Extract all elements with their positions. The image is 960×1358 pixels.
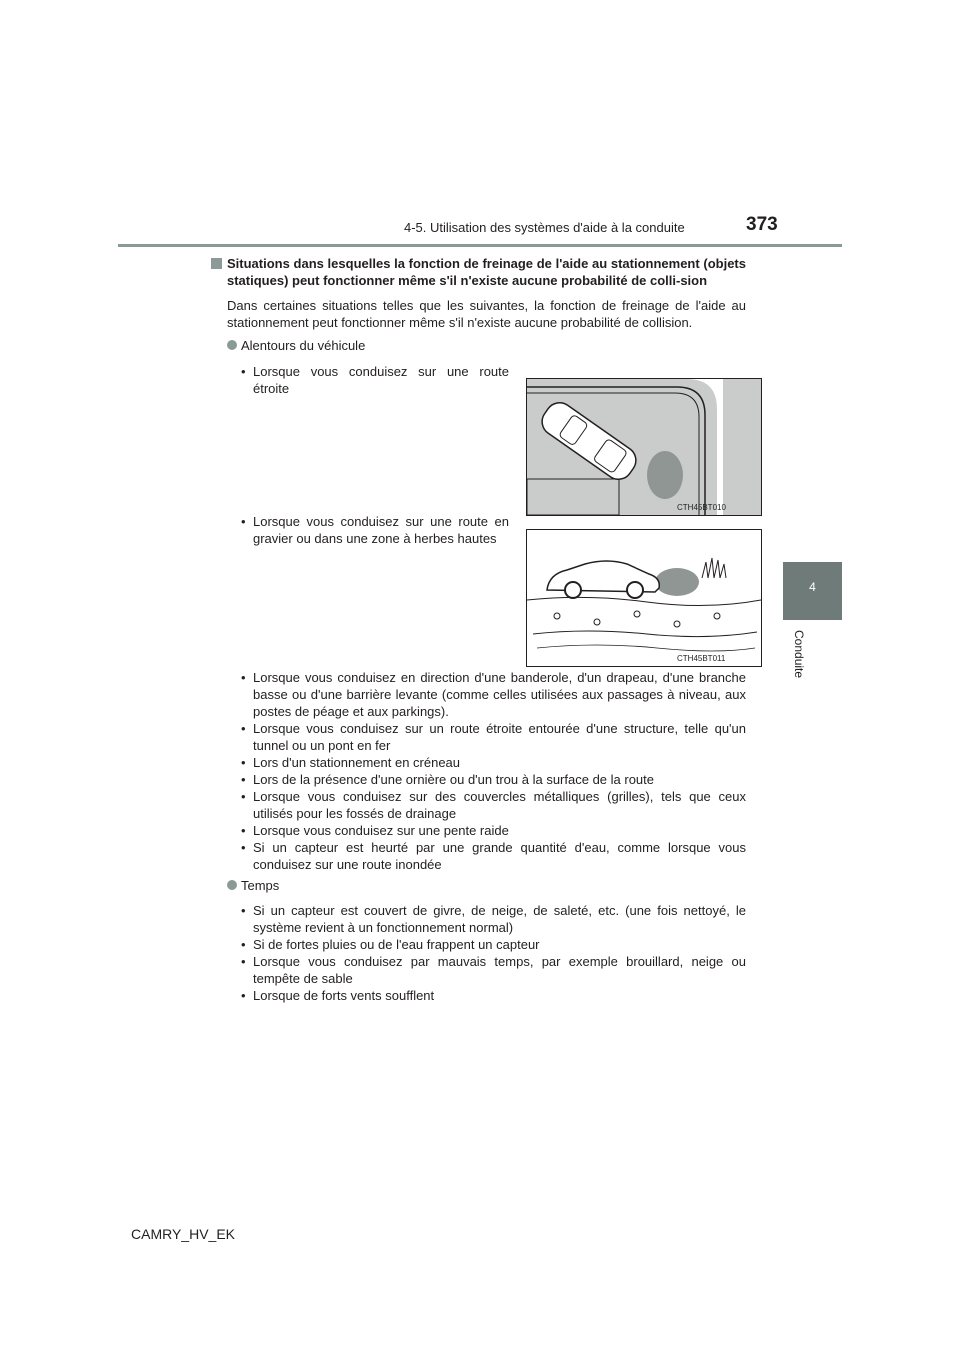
list-item: • Lorsque vous conduisez en direction d'une banderole, d'un drapeau, d'une branche basse ou d'une barrière levante (comme celles utilisées aux passages à niveau, aux postes de péage et aux parkings). [211,669,746,720]
gravel-road-illustration [527,530,761,666]
subheading-text: Temps [241,878,280,893]
list-item: • Lorsque vous conduisez sur un route étroite entourée d'une structure, telle qu'un tunnel ou un pont en fer [211,720,746,754]
list-item: • Lors de la présence d'une ornière ou d'un trou à la surface de la route [211,771,746,788]
header-divider [118,244,842,247]
subheading-surroundings [227,337,746,354]
list-item: • Lorsque vous conduisez sur une pente raide [211,822,746,839]
figure-code: CTH45BT011 [677,654,726,663]
list-item: • Lorsque vous conduisez sur une route étroite [211,363,509,397]
subheading-weather [227,877,746,894]
figure-item-list [211,363,509,397]
circle-bullet-icon [227,340,237,350]
header-section-title: 4-5. Utilisation des systèmes d'aide à la conduite [404,220,685,235]
chapter-tab-label: Conduite [792,630,806,679]
section-heading-text: Situations dans lesquelles la fonction de freinage de l'aide au stationnement (objets statiques) peut fonctionner même s'il n'existe aucune probabilité de colli-sion [227,256,746,288]
list-item: • Si un capteur est couvert de givre, de neige, de saleté, etc. (une fois nettoyé, le système revient à un fonctionnement normal) [211,902,746,936]
chapter-tab-number: 4 [809,580,816,594]
square-bullet-icon [211,258,222,269]
figure-item-list [211,513,509,547]
subheading-text: Alentours du véhicule [241,338,366,353]
circle-bullet-icon [227,880,237,890]
weather-list [211,902,746,1004]
list-item: • Lorsque vous conduisez sur une route en gravier ou dans une zone à herbes hautes [211,513,509,547]
page-number: 373 [746,214,778,235]
list-item: • Lors d'un stationnement en créneau [211,754,746,771]
surroundings-list [211,669,746,873]
list-item: • Lorsque vous conduisez par mauvais temps, par exemple brouillard, neige ou tempête de sable [211,953,746,987]
footer-model-code: CAMRY_HV_EK [131,1226,236,1242]
list-item: • Lorsque vous conduisez sur des couvercles métalliques (grilles), tels que ceux utilisés pour les fossés de drainage [211,788,746,822]
narrow-road-illustration [527,379,761,515]
section-intro: Dans certaines situations telles que les suivantes, la fonction de freinage de l'aide au stationnement peut fonctionner même s'il n'existe aucune probabilité de collision. [227,298,746,330]
figure-narrow-road [526,378,762,516]
list-item: • Si un capteur est heurté par une grande quantité d'eau, comme lorsque vous conduisez sur une route inondée [211,839,746,873]
figure-code: CTH45BT010 [677,503,726,512]
figure-gravel-road [526,529,762,667]
section-heading [211,255,746,289]
list-item: • Si de fortes pluies ou de l'eau frappent un capteur [211,936,746,953]
list-item: • Lorsque de forts vents soufflent [211,987,746,1004]
